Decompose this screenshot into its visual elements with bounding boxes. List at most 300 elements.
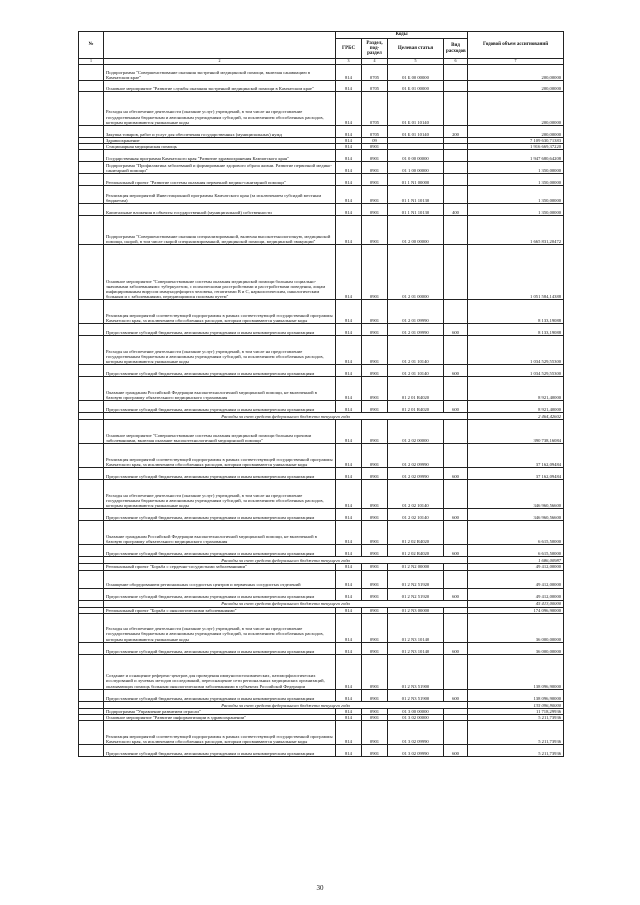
row-razdel-cell: 0901	[362, 564, 388, 570]
row-target-item-cell: 01 2 01 10140	[388, 336, 444, 365]
table-row	[79, 186, 564, 204]
row-razdel-cell: 0901	[362, 186, 388, 204]
column-number: 7	[468, 59, 564, 65]
row-name-cell: Реализация мероприятий соответствующей подпрограммы в рамках соответствующей государственной программы Камчатского края, за исключением обособленных расходов, которым присваиваются уникальные коды	[104, 300, 336, 324]
row-target-item-cell: 01 1 N1 00000	[388, 174, 444, 186]
row-number-cell	[79, 300, 104, 324]
table-note-row	[79, 600, 564, 607]
row-grbs-cell: 814	[336, 144, 362, 150]
row-name-cell: Предоставление субсидий бюджетным, автономным учреждениям и иным некоммерческим организациям	[104, 401, 336, 413]
row-target-item-cell: 01 1 N1 10130	[388, 186, 444, 204]
row-number-cell	[79, 324, 104, 336]
row-target-item-cell: 01 2 N2 51920	[388, 588, 444, 600]
row-sum-cell: 5 211,73936	[468, 721, 564, 745]
row-razdel-cell: 0901	[362, 300, 388, 324]
row-target-item-cell: 01 3 02 00000	[388, 715, 444, 721]
row-name-cell: Основное мероприятие "Совершенствование системы оказания медицинской помощи больным социально-значимыми заболеваниями: туберкулезом, с психическими расстройствами и расстройствами поведения, лицам инфицированным вирусом иммунодефицита человека, гепатитами В и С, наркологическим, онкологическим больным и с заболеваниями, передающимися половым путем"	[104, 245, 336, 300]
row-sum-cell: 1 665 831,20472	[468, 216, 564, 245]
row-number-cell	[79, 245, 104, 300]
row-number-cell	[79, 81, 104, 92]
row-grbs-cell: 814	[336, 444, 362, 468]
row-expense-type-cell: 600	[444, 642, 468, 654]
row-expense-type-cell: 600	[444, 689, 468, 701]
row-grbs-cell: 814	[336, 245, 362, 300]
row-grbs-cell: 814	[336, 377, 362, 401]
row-grbs-cell: 814	[336, 509, 362, 521]
row-sum-cell: 8 921,40000	[468, 401, 564, 413]
row-razdel-cell: 0901	[362, 444, 388, 468]
row-sum-cell: 49 412,00000	[468, 588, 564, 600]
row-expense-type-cell: 400	[444, 204, 468, 216]
row-razdel-cell: 0901	[362, 745, 388, 757]
table-row	[79, 92, 564, 126]
row-razdel-cell: 0705	[362, 92, 388, 126]
table-row	[79, 300, 564, 324]
row-expense-type-cell	[444, 162, 468, 174]
row-grbs-cell: 814	[336, 745, 362, 757]
row-name-cell: Создание и оснащение референс-центров для проведения иммуногистохимических, патоморфологических исследований и лучевых методов исследований, переоснащение сети региональных медицинских организаций, оказывающих помощь больным онкологическими заболеваниями в субъектах Российской Федерации	[104, 654, 336, 689]
row-sum-cell: 1 916 669,37220	[468, 144, 564, 150]
note-sum: 45 413,00000	[468, 600, 564, 607]
row-razdel-cell: 0901	[362, 174, 388, 186]
note-text: Расходы за счет средств федерального бюджета текущего года	[104, 413, 468, 420]
row-number-cell	[79, 613, 104, 642]
note-sum: 135 096,90000	[468, 701, 564, 708]
row-grbs-cell: 814	[336, 126, 362, 138]
row-target-item-cell: 01 3 02 09990	[388, 721, 444, 745]
row-sum-cell: 6 615,50000	[468, 545, 564, 557]
row-number-cell	[79, 92, 104, 126]
row-name-cell: Региональный проект "Развитие системы оказания первичной медико-санитарной помощи"	[104, 174, 336, 186]
note-empty-cell	[79, 413, 104, 420]
row-sum-cell: 200,00000	[468, 65, 564, 81]
row-target-item-cell: 01 2 02 09990	[388, 468, 444, 480]
row-name-cell: Закупка товаров, работ и услуг для обеспечения государственных (муниципальных) нужд	[104, 126, 336, 138]
row-razdel-cell: 0901	[362, 324, 388, 336]
row-target-item-cell: 01 Б 01 10140	[388, 92, 444, 126]
row-sum-cell: 200,00000	[468, 81, 564, 92]
column-number: 4	[362, 59, 388, 65]
row-grbs-cell: 814	[336, 65, 362, 81]
table-row	[79, 245, 564, 300]
row-target-item-cell: 01 2 02 10140	[388, 480, 444, 509]
row-target-item-cell: 01 2 01 00000	[388, 245, 444, 300]
row-expense-type-cell: 600	[444, 324, 468, 336]
row-name-cell: Государственная программа Камчатского края "Развитие здравоохранения Камчатского края"	[104, 150, 336, 162]
row-target-item-cell: 01 Б 00 00000	[388, 65, 444, 81]
row-sum-cell: 11 718,29936	[468, 708, 564, 714]
row-grbs-cell: 814	[336, 545, 362, 557]
row-razdel-cell: 0901	[362, 216, 388, 245]
row-target-item-cell: 01 2 02 00000	[388, 420, 444, 444]
table-row	[79, 545, 564, 557]
row-target-item-cell: 01 0 00 00000	[388, 150, 444, 162]
row-name-cell: Предоставление субсидий бюджетным, автономным учреждениям и иным некоммерческим организациям	[104, 468, 336, 480]
table-row	[79, 721, 564, 745]
row-target-item-cell: 01 1 00 00000	[388, 162, 444, 174]
row-name-cell: Предоставление субсидий бюджетным, автономным учреждениям и иным некоммерческим организациям	[104, 689, 336, 701]
row-sum-cell: 5 211,73936	[468, 745, 564, 757]
row-razdel-cell: 0901	[362, 545, 388, 557]
row-sum-cell: 1 034 529,55300	[468, 365, 564, 377]
row-number-cell	[79, 174, 104, 186]
row-name-cell: Капитальные вложения в объекты государственной (муниципальной) собственности	[104, 204, 336, 216]
row-expense-type-cell	[444, 444, 468, 468]
table-row	[79, 509, 564, 521]
table-body	[79, 65, 564, 757]
table-row	[79, 613, 564, 642]
header-grbs: ГРБС	[336, 39, 362, 59]
row-razdel-cell: 0901	[362, 642, 388, 654]
table-row	[79, 654, 564, 689]
row-target-item-cell: 01 2 01 R4020	[388, 401, 444, 413]
header-codes: Коды	[336, 32, 468, 39]
row-expense-type-cell	[444, 245, 468, 300]
row-number-cell	[79, 126, 104, 138]
row-razdel-cell: 0901	[362, 365, 388, 377]
row-expense-type-cell: 600	[444, 509, 468, 521]
row-number-cell	[79, 570, 104, 588]
row-grbs-cell: 814	[336, 420, 362, 444]
row-razdel-cell: 0705	[362, 65, 388, 81]
row-grbs-cell: 814	[336, 365, 362, 377]
row-expense-type-cell: 600	[444, 745, 468, 757]
table-row	[79, 174, 564, 186]
row-number-cell	[79, 150, 104, 162]
row-name-cell: Подпрограмма "Совершенствование оказания экстренной медицинской помощи, включая санавиацию в Камчатском крае"	[104, 65, 336, 81]
table-row	[79, 365, 564, 377]
note-text: Расходы за счет средств федерального бюджета текущего года	[104, 701, 468, 708]
row-sum-cell: 346 960,56600	[468, 509, 564, 521]
row-sum-cell: 36 000,00000	[468, 613, 564, 642]
note-empty-cell	[79, 557, 104, 564]
row-razdel-cell: 0901	[362, 521, 388, 545]
row-razdel-cell: 0901	[362, 654, 388, 689]
row-grbs-cell: 814	[336, 521, 362, 545]
row-sum-cell: 1 350,00000	[468, 186, 564, 204]
row-grbs-cell: 814	[336, 607, 362, 613]
note-empty-cell	[79, 600, 104, 607]
row-razdel-cell: 0901	[362, 420, 388, 444]
row-target-item-cell: 01 2 N3 51900	[388, 689, 444, 701]
column-number: 6	[444, 59, 468, 65]
row-sum-cell: 200,00000	[468, 92, 564, 126]
row-sum-cell: 138 096,90000	[468, 689, 564, 701]
note-text: Расходы за счет средств федерального бюджета текущего года	[104, 600, 468, 607]
header-target-item: Целевая статья	[388, 39, 444, 59]
row-expense-type-cell	[444, 216, 468, 245]
row-expense-type-cell	[444, 721, 468, 745]
row-razdel-cell: 0901	[362, 468, 388, 480]
row-name-cell: Предоставление субсидий бюджетным, автономным учреждениям и иным некоммерческим организациям	[104, 745, 336, 757]
table-row	[79, 150, 564, 162]
row-grbs-cell: 814	[336, 186, 362, 204]
row-sum-cell: 37 162,09484	[468, 444, 564, 468]
row-name-cell: Предоставление субсидий бюджетным, автономным учреждениям и иным некоммерческим организациям	[104, 588, 336, 600]
header-name	[104, 32, 336, 59]
row-name-cell: Расходы на обеспечение деятельности (оказание услуг) учреждений, в том числе на предоставление государственным бюджетным и автономным учреждениям субсидий, за исключением обособленных расходов, которым присваиваются уникальные коды	[104, 613, 336, 642]
table-row	[79, 521, 564, 545]
row-grbs-cell: 814	[336, 204, 362, 216]
row-grbs-cell: 814	[336, 613, 362, 642]
row-target-item-cell: 01 3 02 09990	[388, 745, 444, 757]
row-sum-cell: 8 133,19088	[468, 300, 564, 324]
note-empty-cell	[79, 701, 104, 708]
row-expense-type-cell: 600	[444, 468, 468, 480]
row-number-cell	[79, 588, 104, 600]
row-grbs-cell: 814	[336, 150, 362, 162]
row-razdel-cell: 0901	[362, 377, 388, 401]
row-expense-type-cell	[444, 377, 468, 401]
row-number-cell	[79, 444, 104, 468]
column-number: 5	[388, 59, 444, 65]
row-grbs-cell: 814	[336, 708, 362, 714]
table-row	[79, 216, 564, 245]
row-sum-cell: 1 034 529,55300	[468, 336, 564, 365]
table-row	[79, 65, 564, 81]
row-number-cell	[79, 521, 104, 545]
row-razdel-cell: 09	[362, 138, 388, 144]
row-sum-cell: 346 960,56600	[468, 480, 564, 509]
row-name-cell: Подпрограмма "Управление развитием отрасли"	[104, 708, 336, 714]
row-name-cell: Предоставление субсидий бюджетным, автономным учреждениям и иным некоммерческим организациям	[104, 365, 336, 377]
row-number-cell	[79, 365, 104, 377]
row-name-cell: Оказание гражданам Российской Федерации высокотехнологичной медицинской помощи, не включенной в базовую программу обязательного медицинского страхования	[104, 377, 336, 401]
row-expense-type-cell	[444, 92, 468, 126]
row-name-cell: Расходы на обеспечение деятельности (оказание услуг) учреждений, в том числе на предоставление государственным бюджетным и автономным учреждениям субсидий, за исключением обособленных расходов, которым присваиваются уникальные коды	[104, 336, 336, 365]
row-target-item-cell: 01 2 01 09990	[388, 300, 444, 324]
row-target-item-cell: 01 2 N3 10140	[388, 642, 444, 654]
row-target-item-cell: 01 3 00 00000	[388, 708, 444, 714]
row-razdel-cell: 0901	[362, 715, 388, 721]
header-razdel: Раздел, под-раздел	[362, 39, 388, 59]
row-grbs-cell: 814	[336, 92, 362, 126]
row-grbs-cell: 814	[336, 162, 362, 174]
table-row	[79, 336, 564, 365]
row-sum-cell: 8 133,19088	[468, 324, 564, 336]
row-expense-type-cell	[444, 174, 468, 186]
row-name-cell: Региональный проект "Борьба с онкологическими заболеваниями"	[104, 607, 336, 613]
row-expense-type-cell: 600	[444, 545, 468, 557]
row-name-cell: Стационарная медицинская помощь	[104, 144, 336, 150]
row-razdel-cell: 0901	[362, 509, 388, 521]
row-grbs-cell: 814	[336, 174, 362, 186]
row-razdel-cell: 0901	[362, 613, 388, 642]
row-target-item-cell: 01 2 N3 10140	[388, 613, 444, 642]
row-razdel-cell: 0901	[362, 689, 388, 701]
row-expense-type-cell	[444, 521, 468, 545]
row-sum-cell: 36 000,00000	[468, 642, 564, 654]
row-grbs-cell: 814	[336, 468, 362, 480]
row-target-item-cell: 01 2 N2 00000	[388, 564, 444, 570]
row-name-cell: Оказание гражданам Российской Федерации высокотехнологичной медицинской помощи, не включенной в базовую программу обязательного медицинского страхования	[104, 521, 336, 545]
row-sum-cell: 390 738,16084	[468, 420, 564, 444]
row-number-cell	[79, 642, 104, 654]
row-razdel-cell: 0901	[362, 144, 388, 150]
row-sum-cell: 138 096,90000	[468, 654, 564, 689]
row-name-cell: Расходы на обеспечение деятельности (оказание услуг) учреждений, в том числе на предоставление государственным бюджетным и автономным учреждениям субсидий, за исключением обособленных расходов, которым присваиваются уникальные коды	[104, 92, 336, 126]
row-grbs-cell: 814	[336, 588, 362, 600]
row-target-item-cell: 01 2 01 09990	[388, 324, 444, 336]
row-target-item-cell: 01 Б 01 00000	[388, 81, 444, 92]
column-number: 2	[104, 59, 336, 65]
row-name-cell: Основное мероприятие "Совершенствование системы оказания медицинской помощи больным прочими заболеваниями, включая оказание высокотехнологичной медицинской помощи"	[104, 420, 336, 444]
row-number-cell	[79, 745, 104, 757]
row-razdel-cell: 0901	[362, 708, 388, 714]
row-sum-cell: 49 412,00000	[468, 570, 564, 588]
row-razdel-cell: 0901	[362, 570, 388, 588]
table-row	[79, 642, 564, 654]
row-sum-cell: 49 412,00000	[468, 564, 564, 570]
row-name-cell: Реализация мероприятий соответствующей подпрограммы в рамках соответствующей государственной программы Камчатского края, за исключением обособленных расходов, которым присваиваются уникальные коды	[104, 444, 336, 468]
row-target-item-cell: 01 2 02 R4020	[388, 521, 444, 545]
row-grbs-cell: 814	[336, 654, 362, 689]
row-target-item-cell: 01 2 00 00000	[388, 216, 444, 245]
row-sum-cell: 6 615,50000	[468, 521, 564, 545]
row-name-cell: Подпрограмма "Профилактика заболеваний и формирование здорового образа жизни. Развитие первичной медико-санитарной помощи"	[104, 162, 336, 174]
row-name-cell: Подпрограмма "Совершенствование оказания специализированной, включая высокотехнологичную, медицинской помощи, скорой, в том числе скорой специализированной, медицинской помощи, медицинской эвакуации"	[104, 216, 336, 245]
row-grbs-cell: 814	[336, 336, 362, 365]
row-sum-cell: 1 947 680,64208	[468, 150, 564, 162]
row-number-cell	[79, 204, 104, 216]
table-row	[79, 480, 564, 509]
row-razdel-cell: 0901	[362, 607, 388, 613]
row-expense-type-cell	[444, 186, 468, 204]
row-sum-cell: 1 350,00000	[468, 174, 564, 186]
table-note-row	[79, 557, 564, 564]
row-name-cell: Оснащение оборудованием региональных сосудистых центров и первичных сосудистых отделений	[104, 570, 336, 588]
row-sum-cell: 200,00000	[468, 126, 564, 138]
header-annual-sum: Годовой объем ассигнований	[468, 32, 564, 59]
row-number-cell	[79, 721, 104, 745]
table-row	[79, 377, 564, 401]
row-name-cell: Предоставление субсидий бюджетным, автономным учреждениям и иным некоммерческим организациям	[104, 642, 336, 654]
table-note-row	[79, 413, 564, 420]
row-razdel-cell: 0901	[362, 588, 388, 600]
table-row	[79, 689, 564, 701]
row-target-item-cell: 01 Б 01 10140	[388, 126, 444, 138]
column-number: 3	[336, 59, 362, 65]
header-number: №	[79, 32, 104, 59]
row-grbs-cell: 814	[336, 715, 362, 721]
row-name-cell: Предоставление субсидий бюджетным, автономным учреждениям и иным некоммерческим организациям	[104, 509, 336, 521]
row-expense-type-cell: 600	[444, 365, 468, 377]
row-razdel-cell: 0901	[362, 150, 388, 162]
row-expense-type-cell	[444, 480, 468, 509]
row-sum-cell: 8 921,40000	[468, 377, 564, 401]
row-expense-type-cell	[444, 65, 468, 81]
row-number-cell	[79, 65, 104, 81]
row-razdel-cell: 0901	[362, 245, 388, 300]
row-target-item-cell: 01 2 02 R4020	[388, 545, 444, 557]
row-number-cell	[79, 377, 104, 401]
row-expense-type-cell: 200	[444, 126, 468, 138]
row-number-cell	[79, 545, 104, 557]
row-razdel-cell: 0705	[362, 126, 388, 138]
row-number-cell	[79, 468, 104, 480]
table-row	[79, 420, 564, 444]
table-row	[79, 401, 564, 413]
row-razdel-cell: 0901	[362, 401, 388, 413]
row-name-cell: Основное мероприятие "Развитие службы оказания экстренной медицинской помощи в Камчатском крае"	[104, 81, 336, 92]
row-expense-type-cell: 600	[444, 588, 468, 600]
row-name-cell: Предоставление субсидий бюджетным, автономным учреждениям и иным некоммерческим организациям	[104, 545, 336, 557]
row-target-item-cell: 01 2 02 09990	[388, 444, 444, 468]
row-target-item-cell: 01 1 N1 10130	[388, 204, 444, 216]
row-expense-type-cell	[444, 570, 468, 588]
row-name-cell: Региональный проект "Борьба с сердечно-сосудистыми заболеваниями"	[104, 564, 336, 570]
row-grbs-cell: 814	[336, 138, 362, 144]
row-grbs-cell: 814	[336, 300, 362, 324]
row-grbs-cell: 814	[336, 721, 362, 745]
row-sum-cell: 1 350,00000	[468, 204, 564, 216]
row-name-cell: Предоставление субсидий бюджетным, автономным учреждениям и иным некоммерческим организациям	[104, 324, 336, 336]
row-grbs-cell: 814	[336, 570, 362, 588]
row-razdel-cell: 0901	[362, 480, 388, 509]
note-text: Расходы за счет средств федерального бюджета текущего года	[104, 557, 468, 564]
row-number-cell	[79, 480, 104, 509]
row-sum-cell: 1 051 584,14388	[468, 245, 564, 300]
row-expense-type-cell	[444, 613, 468, 642]
table-row	[79, 570, 564, 588]
row-razdel-cell: 0901	[362, 204, 388, 216]
row-name-cell: Здравоохранение	[104, 138, 336, 144]
table-row	[79, 468, 564, 480]
table-row	[79, 588, 564, 600]
header-expense-type: Вид расходов	[444, 39, 468, 59]
table-row	[79, 81, 564, 92]
row-number-cell	[79, 689, 104, 701]
row-razdel-cell: 0705	[362, 81, 388, 92]
row-expense-type-cell: 600	[444, 401, 468, 413]
table-row	[79, 126, 564, 138]
row-target-item-cell: 01 2 01 10140	[388, 365, 444, 377]
row-target-item-cell: 01 2 N3 51900	[388, 654, 444, 689]
row-name-cell: Реализация мероприятий Инвестиционной программы Камчатского края (за исключением субсидий местным бюджетам)	[104, 186, 336, 204]
row-grbs-cell: 814	[336, 642, 362, 654]
table-row	[79, 444, 564, 468]
row-razdel-cell: 0901	[362, 336, 388, 365]
row-sum-cell: 1 350,00000	[468, 162, 564, 174]
table-row	[79, 745, 564, 757]
row-sum-cell: 37 162,09484	[468, 468, 564, 480]
row-number-cell	[79, 509, 104, 521]
table-row	[79, 204, 564, 216]
row-sum-cell: 174 096,90000	[468, 607, 564, 613]
row-razdel-cell: 0901	[362, 721, 388, 745]
row-expense-type-cell	[444, 336, 468, 365]
row-grbs-cell: 814	[336, 401, 362, 413]
row-expense-type-cell	[444, 81, 468, 92]
row-number-cell	[79, 420, 104, 444]
row-sum-cell: 7 109 630,71383	[468, 138, 564, 144]
page-number: 30	[316, 884, 324, 892]
budget-table	[78, 31, 564, 757]
note-sum: 1 686,00987	[468, 557, 564, 564]
row-number-cell	[79, 654, 104, 689]
row-name-cell: Основное мероприятие "Развитие информатизации в здравоохранении"	[104, 715, 336, 721]
row-expense-type-cell	[444, 654, 468, 689]
row-grbs-cell: 814	[336, 216, 362, 245]
row-target-item-cell: 01 2 02 10140	[388, 509, 444, 521]
row-grbs-cell: 814	[336, 480, 362, 509]
table-note-row	[79, 701, 564, 708]
table-row	[79, 324, 564, 336]
row-name-cell: Расходы на обеспечение деятельности (оказание услуг) учреждений, в том числе на предоставление государственным бюджетным и автономным учреждениям субсидий, за исключением обособленных расходов, которым присваиваются уникальные коды	[104, 480, 336, 509]
note-sum: 2 464,42602	[468, 413, 564, 420]
row-sum-cell: 5 211,73936	[468, 715, 564, 721]
row-grbs-cell: 814	[336, 324, 362, 336]
